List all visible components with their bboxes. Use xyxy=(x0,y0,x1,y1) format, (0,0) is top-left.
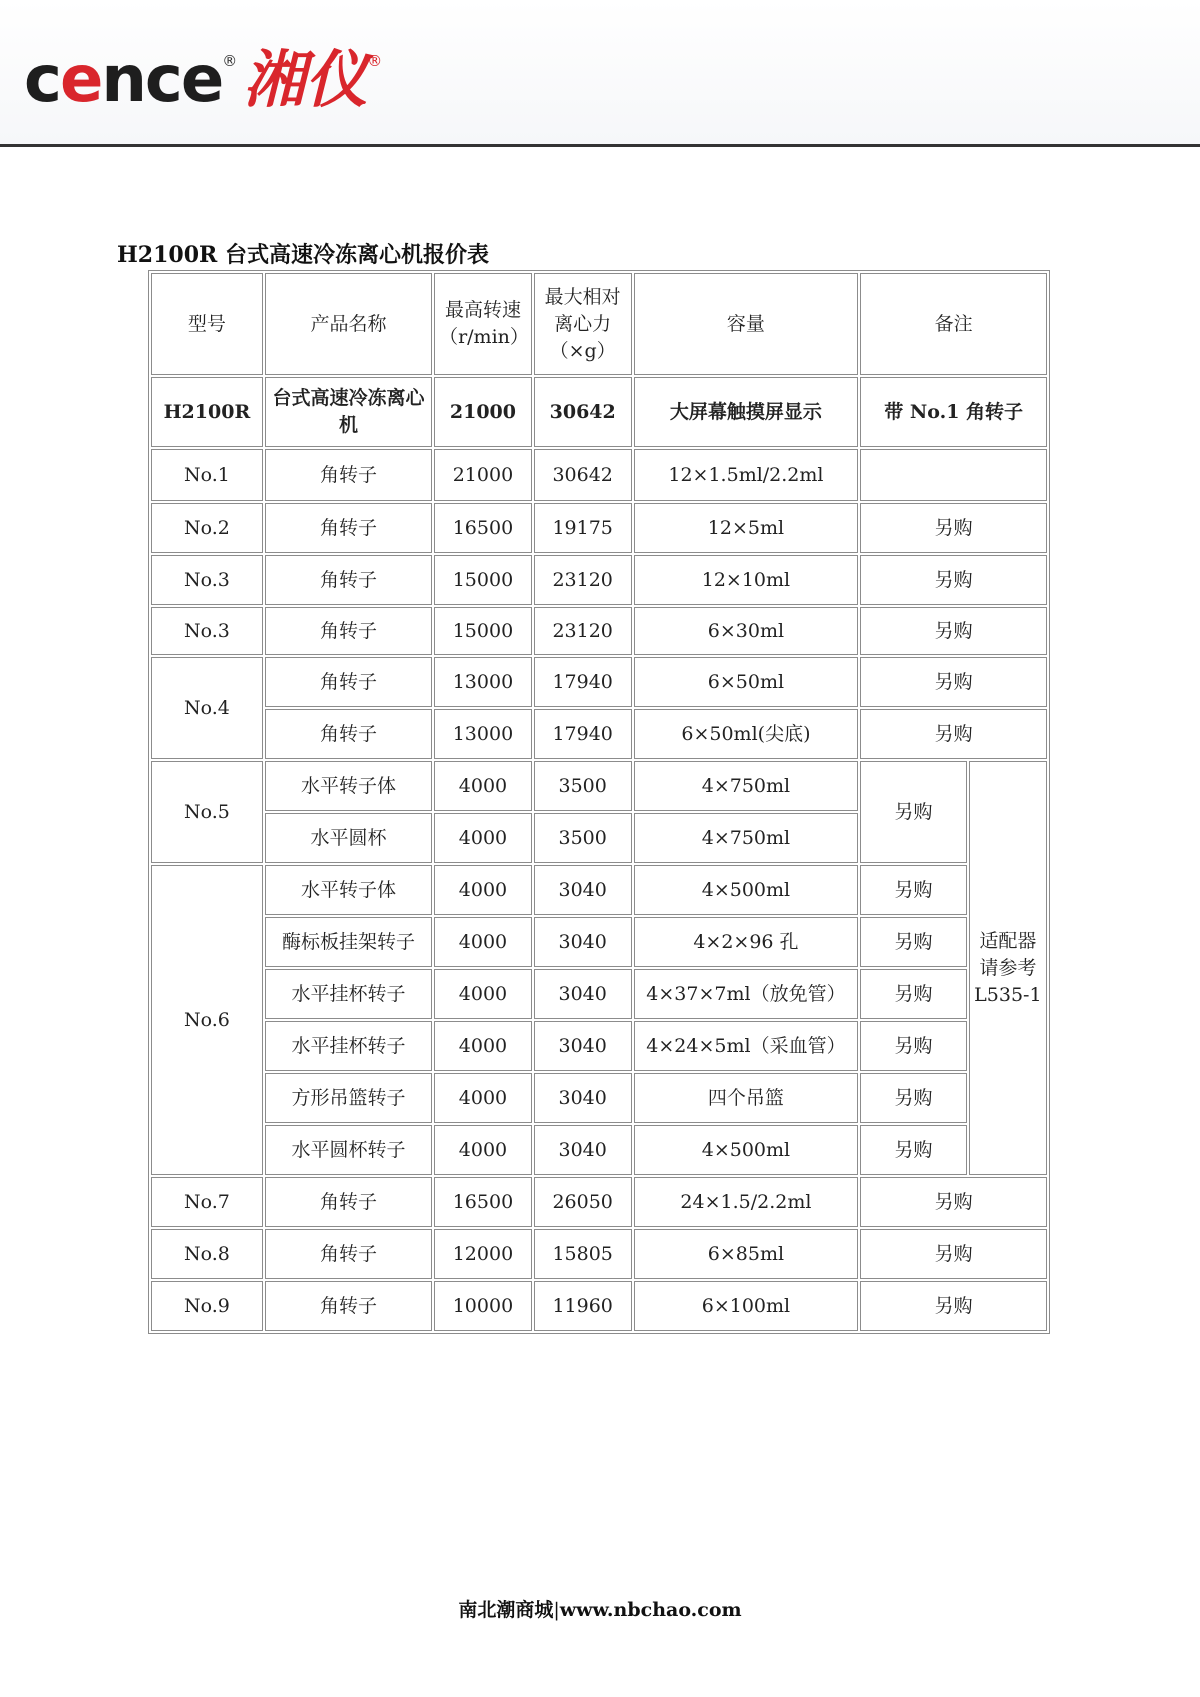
cell-remark: 另购 xyxy=(860,555,1047,605)
cell-speed: 4000 xyxy=(434,865,532,915)
cell-speed: 13000 xyxy=(434,709,532,759)
cell-model: No.6 xyxy=(151,865,263,1175)
cell-name: 角转子 xyxy=(265,709,432,759)
cell-rcf: 15805 xyxy=(534,1229,632,1279)
cell-capacity: 4×750ml xyxy=(634,813,859,863)
cell-name: 角转子 xyxy=(265,1229,432,1279)
cell-capacity: 6×100ml xyxy=(634,1281,859,1331)
cell-rcf: 3040 xyxy=(534,1073,632,1123)
cell-speed: 4000 xyxy=(434,1021,532,1071)
cell-speed: 15000 xyxy=(434,555,532,605)
cell-remark: 另购 xyxy=(860,969,966,1019)
cell-remark: 带 No.1 角转子 xyxy=(860,377,1047,447)
cell-speed: 4000 xyxy=(434,969,532,1019)
cell-model: No.5 xyxy=(151,761,263,863)
cell-rcf: 3040 xyxy=(534,1021,632,1071)
cell-model: No.1 xyxy=(151,449,263,501)
cell-speed: 15000 xyxy=(434,607,532,655)
cell-speed: 21000 xyxy=(434,449,532,501)
cell-remark: 另购 xyxy=(860,503,1047,553)
cell-capacity: 大屏幕触摸屏显示 xyxy=(634,377,859,447)
cell-name: 角转子 xyxy=(265,1281,432,1331)
header-divider xyxy=(0,144,1200,147)
cell-name: 角转子 xyxy=(265,503,432,553)
table-row xyxy=(151,1177,1047,1227)
cell-name: 台式高速冷冻离心机 xyxy=(265,377,432,447)
table-row xyxy=(151,761,1047,811)
cell-name: 角转子 xyxy=(265,657,432,707)
cell-speed: 4000 xyxy=(434,761,532,811)
cell-rcf: 3040 xyxy=(534,1125,632,1175)
table-row xyxy=(151,1073,1047,1123)
cell-remark: 另购 xyxy=(860,607,1047,655)
table-row xyxy=(151,1281,1047,1331)
table-row xyxy=(151,969,1047,1019)
brand-logo xyxy=(24,40,382,120)
table-row xyxy=(151,449,1047,501)
cell-model: No.4 xyxy=(151,657,263,759)
page-footer xyxy=(0,1595,1200,1622)
cell-rcf: 23120 xyxy=(534,607,632,655)
cell-remark: 另购 xyxy=(860,657,1047,707)
cell-speed: 10000 xyxy=(434,1281,532,1331)
cell-rcf: 3500 xyxy=(534,813,632,863)
cell-remark: 另购 xyxy=(860,1281,1047,1331)
cell-model: No.8 xyxy=(151,1229,263,1279)
table-row xyxy=(151,377,1047,447)
cell-speed: 4000 xyxy=(434,1073,532,1123)
cell-model: No.3 xyxy=(151,555,263,605)
adapter-note: 适配器请参考 L535-1 xyxy=(969,761,1047,1175)
cell-speed: 16500 xyxy=(434,503,532,553)
cell-remark: 另购 xyxy=(860,1021,966,1071)
cell-remark xyxy=(860,449,1047,501)
footer-site-name: 南北潮商城 xyxy=(458,1599,554,1621)
cell-name: 角转子 xyxy=(265,1177,432,1227)
cell-speed: 16500 xyxy=(434,1177,532,1227)
cell-rcf: 30642 xyxy=(534,377,632,447)
table-row xyxy=(151,917,1047,967)
cell-model: No.3 xyxy=(151,607,263,655)
cell-capacity: 24×1.5/2.2ml xyxy=(634,1177,859,1227)
cell-name: 角转子 xyxy=(265,449,432,501)
cell-name: 水平圆杯 xyxy=(265,813,432,863)
cell-capacity: 12×10ml xyxy=(634,555,859,605)
cell-capacity: 6×85ml xyxy=(634,1229,859,1279)
cell-remark: 另购 xyxy=(860,1125,966,1175)
cell-capacity: 四个吊篮 xyxy=(634,1073,859,1123)
cell-rcf: 3040 xyxy=(534,865,632,915)
cell-capacity: 12×5ml xyxy=(634,503,859,553)
price-table xyxy=(148,270,1050,1334)
logo-chinese: 湘仪 xyxy=(243,43,368,116)
cell-speed: 13000 xyxy=(434,657,532,707)
table-row xyxy=(151,607,1047,655)
cell-capacity: 4×37×7ml（放免管） xyxy=(634,969,859,1019)
registered-mark-cn: ® xyxy=(367,52,383,70)
registered-mark: ® xyxy=(222,52,238,70)
header-model: 型号 xyxy=(151,273,263,375)
footer-url[interactable]: www.nbchao.com xyxy=(559,1599,742,1621)
cell-speed: 4000 xyxy=(434,813,532,863)
cell-rcf: 19175 xyxy=(534,503,632,553)
cell-remark: 另购 xyxy=(860,865,966,915)
cell-speed: 4000 xyxy=(434,1125,532,1175)
header-capacity: 容量 xyxy=(634,273,859,375)
cell-speed: 12000 xyxy=(434,1229,532,1279)
table-row xyxy=(151,1021,1047,1071)
cell-name: 水平转子体 xyxy=(265,761,432,811)
cell-remark: 另购 xyxy=(860,709,1047,759)
header-name: 产品名称 xyxy=(265,273,432,375)
cell-capacity: 4×500ml xyxy=(634,1125,859,1175)
cell-model: No.2 xyxy=(151,503,263,553)
cell-remark: 另购 xyxy=(860,1229,1047,1279)
cell-capacity: 6×30ml xyxy=(634,607,859,655)
cell-remark: 另购 xyxy=(860,1073,966,1123)
cell-name: 水平转子体 xyxy=(265,865,432,915)
table-header-row xyxy=(151,273,1047,375)
cell-model: H2100R xyxy=(151,377,263,447)
header-speed: 最高转速（r/min） xyxy=(434,273,532,375)
cell-remark: 另购 xyxy=(860,1177,1047,1227)
header-rcf: 最大相对离心力（×g） xyxy=(534,273,632,375)
cell-rcf: 23120 xyxy=(534,555,632,605)
table-row xyxy=(151,1125,1047,1175)
cell-model: No.9 xyxy=(151,1281,263,1331)
cell-rcf: 30642 xyxy=(534,449,632,501)
cell-name: 水平挂杯转子 xyxy=(265,969,432,1019)
table-row xyxy=(151,555,1047,605)
cell-speed: 4000 xyxy=(434,917,532,967)
cell-name: 水平挂杯转子 xyxy=(265,1021,432,1071)
cell-model: No.7 xyxy=(151,1177,263,1227)
cell-name: 水平圆杯转子 xyxy=(265,1125,432,1175)
cell-capacity: 4×2×96 孔 xyxy=(634,917,859,967)
footer-separator: | xyxy=(553,1599,560,1621)
cell-capacity: 4×750ml xyxy=(634,761,859,811)
cell-capacity: 4×500ml xyxy=(634,865,859,915)
table-row xyxy=(151,865,1047,915)
cell-rcf: 17940 xyxy=(534,657,632,707)
cell-name: 酶标板挂架转子 xyxy=(265,917,432,967)
cell-capacity: 6×50ml xyxy=(634,657,859,707)
table-row xyxy=(151,709,1047,759)
cell-capacity: 4×24×5ml（采血管） xyxy=(634,1021,859,1071)
cell-rcf: 26050 xyxy=(534,1177,632,1227)
cell-name: 角转子 xyxy=(265,607,432,655)
cell-name: 角转子 xyxy=(265,555,432,605)
logo-wordmark: cence xyxy=(24,43,223,117)
cell-rcf: 3040 xyxy=(534,969,632,1019)
cell-rcf: 11960 xyxy=(534,1281,632,1331)
cell-remark: 另购 xyxy=(860,761,966,863)
cell-rcf: 3500 xyxy=(534,761,632,811)
header-remark: 备注 xyxy=(860,273,1047,375)
table-row xyxy=(151,1229,1047,1279)
table-row xyxy=(151,503,1047,553)
cell-name: 方形吊篮转子 xyxy=(265,1073,432,1123)
document-title: H2100R 台式高速冷冻离心机报价表 xyxy=(117,242,489,268)
cell-remark: 另购 xyxy=(860,917,966,967)
cell-speed: 21000 xyxy=(434,377,532,447)
cell-capacity: 12×1.5ml/2.2ml xyxy=(634,449,859,501)
cell-rcf: 3040 xyxy=(534,917,632,967)
cell-capacity: 6×50ml(尖底) xyxy=(634,709,859,759)
table-row xyxy=(151,657,1047,707)
cell-rcf: 17940 xyxy=(534,709,632,759)
